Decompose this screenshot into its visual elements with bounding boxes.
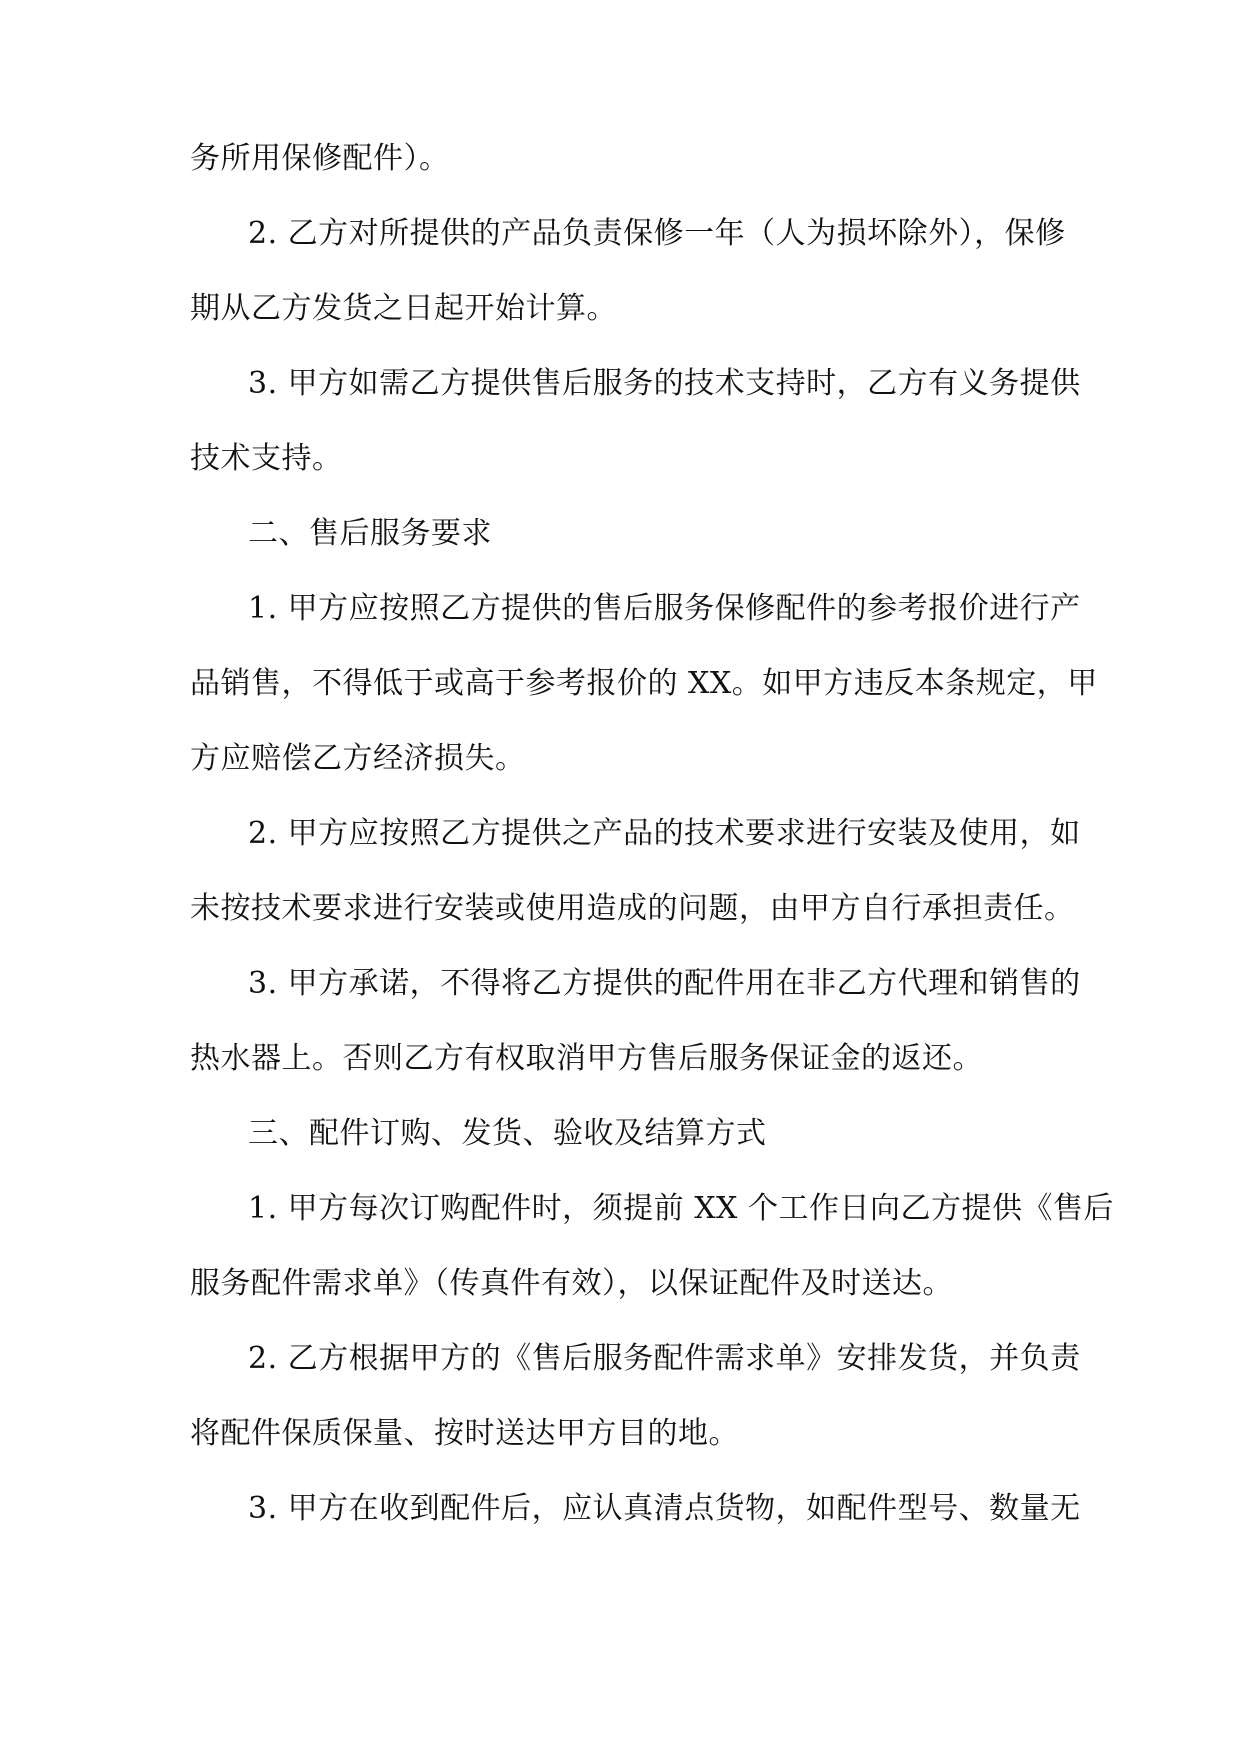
paragraph-line: 1. 甲方应按照乙方提供的售后服务保修配件的参考报价进行产 xyxy=(248,591,1081,626)
section-heading: 三、配件订购、发货、验收及结算方式 xyxy=(248,1116,767,1151)
paragraph-line: 2. 甲方应按照乙方提供之产品的技术要求进行安装及使用，如 xyxy=(248,816,1081,851)
paragraph-line: 3. 甲方承诺，不得将乙方提供的配件用在非乙方代理和销售的 xyxy=(248,966,1081,1001)
section-heading: 二、售后服务要求 xyxy=(248,516,492,551)
paragraph-line: 将配件保质保量、按时送达甲方目的地。 xyxy=(190,1416,739,1451)
paragraph-line: 未按技术要求进行安装或使用造成的问题，由甲方自行承担责任。 xyxy=(190,891,1075,926)
paragraph-line: 方应赔偿乙方经济损失。 xyxy=(190,741,526,776)
paragraph-line: 3. 甲方在收到配件后，应认真清点货物，如配件型号、数量无 xyxy=(248,1491,1081,1526)
paragraph-line: 品销售，不得低于或高于参考报价的 XX。如甲方违反本条规定，甲 xyxy=(190,666,1098,701)
paragraph-line: 期从乙方发货之日起开始计算。 xyxy=(190,291,617,326)
paragraph-line: 技术支持。 xyxy=(190,441,343,476)
paragraph-line: 热水器上。否则乙方有权取消甲方售后服务保证金的返还。 xyxy=(190,1041,983,1076)
paragraph-line: 1. 甲方每次订购配件时，须提前 XX 个工作日向乙方提供《售后 xyxy=(248,1191,1114,1226)
paragraph-line: 服务配件需求单》（传真件有效），以保证配件及时送达。 xyxy=(190,1266,953,1301)
paragraph-line: 2. 乙方对所提供的产品负责保修一年（人为损坏除外），保修 xyxy=(248,216,1066,251)
paragraph-line: 3. 甲方如需乙方提供售后服务的技术支持时，乙方有义务提供 xyxy=(248,366,1081,401)
document-body xyxy=(190,139,1114,1564)
paragraph-line: 2. 乙方根据甲方的《售后服务配件需求单》安排发货，并负责 xyxy=(248,1341,1081,1376)
paragraph-line: 务所用保修配件）。 xyxy=(190,141,450,176)
